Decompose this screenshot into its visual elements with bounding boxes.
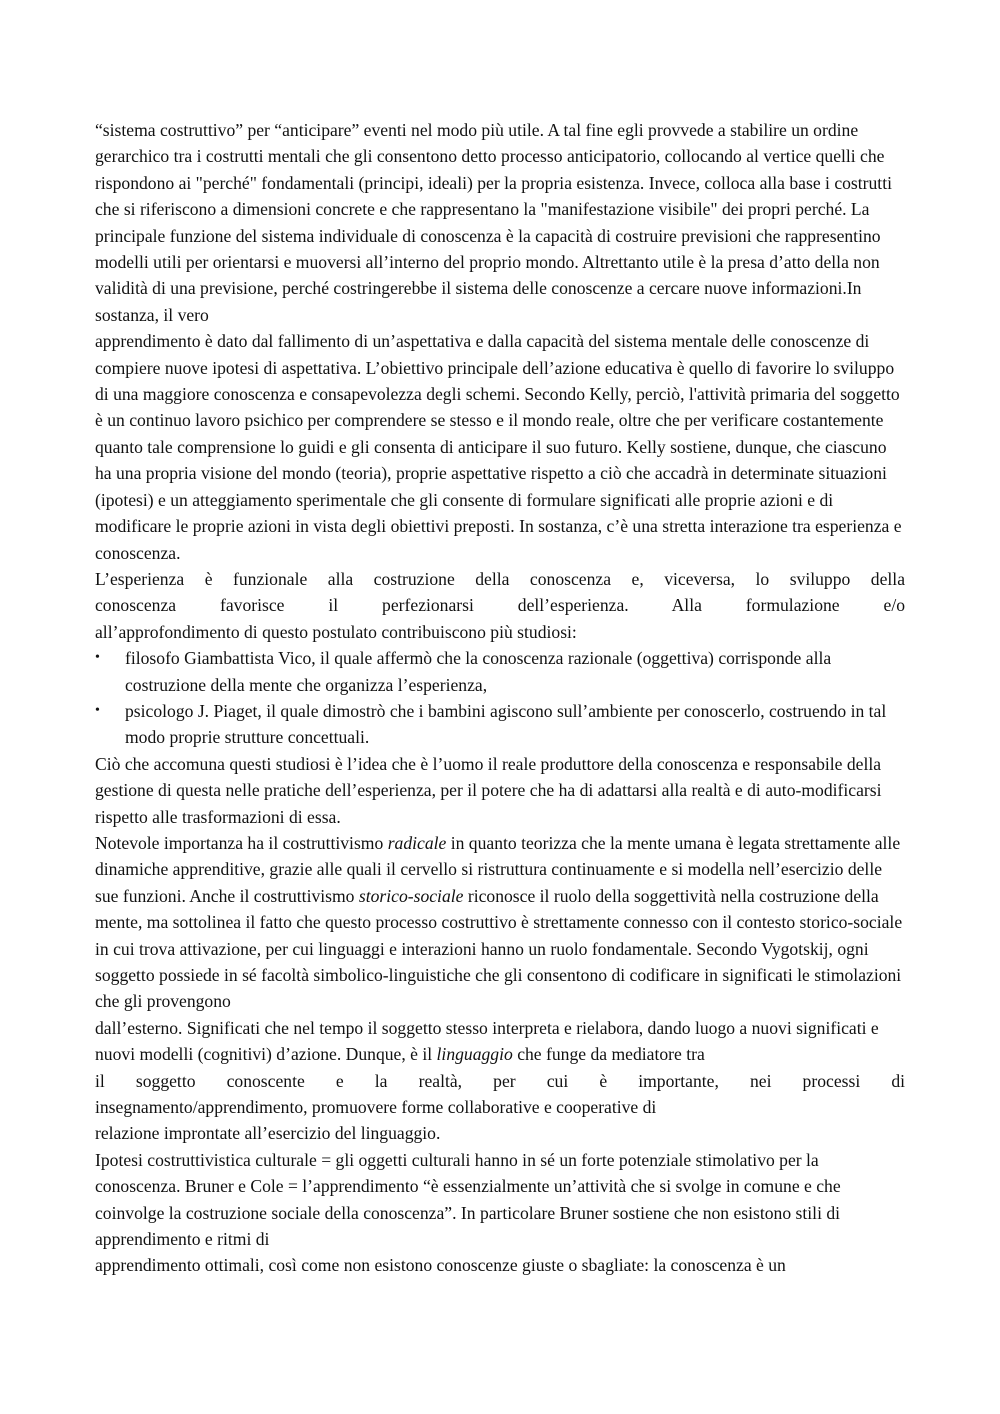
text-line: conoscenza favorisce il perfezionarsi dell’esperienza. Alla formulazione e/o xyxy=(95,595,905,616)
text-line xyxy=(95,1015,905,1068)
text-run: in quanto teorizza che la mente umana è legata strettamente alle dinamiche apprenditive, grazie alle quali il cervello si ristruttura continuamente e si modella nell’esercizio delle sue funzioni. Anche il costruttivismo xyxy=(95,832,901,906)
text-run: dall’esterno. Significati che nel tempo il soggetto stesso interpreta e rielabora, dando luogo a nuovi significati e nuovi modelli (cognitivi) d’azione. Dunque, è il xyxy=(95,1017,879,1065)
text-run: che funge da mediatore tra xyxy=(512,1044,705,1065)
paragraph-bruner: apprendimento ottimali, così come non esistono conoscenze giuste o sbagliate: la conoscenza è un xyxy=(95,1255,786,1276)
paragraph-cultural-hypothesis: Ipotesi costruttivistica culturale = gli oggetti culturali hanno in sé un forte potenziale stimolativo per la conoscenza. Bruner e Cole = l’apprendimento “è essenzialmente un’attività che si svolge in comune e che coinvolge la costruzione sociale della conoscenza”. In particolare Bruner sostiene che non esistono stili di apprendimento e ritmi di xyxy=(95,1149,841,1250)
emphasis-storico-sociale: storico-sociale xyxy=(358,885,464,906)
text-line: all’approfondimento di questo postulato contribuiscono più studiosi: xyxy=(95,621,577,642)
text-line: insegnamento/apprendimento, promuovere forme collaborative e cooperative di xyxy=(95,1097,657,1118)
list-item-text: filosofo Giambattista Vico, il quale affermò che la conoscenza razionale (oggettiva) corrisponde alla costruzione della mente che organizza l’esperienza, xyxy=(125,648,832,695)
text-run: riconosce il ruolo della soggettività nella costruzione della mente, ma sottolinea il fatto che questo processo costruttivo è strettamente connesso con il contesto storico-sociale in cui trova attivazione, per cui linguaggi e interazioni hanno un ruolo fondamentale. Secondo Vygotskij, ogni soggetto possiede in sé facoltà simbolico-linguistiche che gli consentono di codificare in significati le stimolazioni che gli provengono xyxy=(95,885,903,1012)
text-line: il soggetto conoscente e la realtà, per cui è importante, nei processi di xyxy=(95,1070,905,1091)
text-run: Notevole importanza ha il costruttivismo xyxy=(95,832,388,853)
list-item-text: psicologo J. Piaget, il quale dimostrò che i bambini agiscono sull’ambiente per conoscerlo, costruendo in tal modo proprie strutture concettuali. xyxy=(125,700,887,748)
emphasis-linguaggio: linguaggio xyxy=(436,1044,513,1065)
list-item xyxy=(95,698,905,751)
scholars-list xyxy=(95,645,905,751)
paragraph-common-idea: Ciò che accomuna questi studiosi è l’idea che è l’uomo il reale produttore della conoscenza e responsabile della gestione di questa nelle pratiche dell’esperienza, per il potere che ha di adattarsi alla realtà e di auto-modificarsi rispetto alle trasformazioni di essa. xyxy=(95,753,882,827)
paragraph-experience-knowledge xyxy=(95,566,905,645)
page-body xyxy=(95,117,905,1279)
emphasis-radicale: radicale xyxy=(387,832,447,853)
list-item xyxy=(95,645,905,698)
paragraph-relation: relazione improntate all’esercizio del linguaggio. xyxy=(95,1123,441,1144)
paragraph-constructivism xyxy=(95,830,905,1015)
paragraph-language-mediator xyxy=(95,1015,905,1121)
text-line: L’esperienza è funzionale alla costruzione della conoscenza e, viceversa, lo sviluppo della xyxy=(95,568,905,589)
paragraph-kelly-system: “sistema costruttivo” per “anticipare” eventi nel modo più utile. A tal fine egli provvede a stabilire un ordine gerarchico tra i costrutti mentali che gli consentono detto processo anticipatorio, collocando al vertice quelli che rispondono ai "perché" fondamentali (principi, ideali) per la propria esistenza. Invece, colloca alla base i costrutti che si riferiscono a dimensioni concrete e che rappresentano la "manifestazione visibile" dei propri perché. La principale funzione del sistema individuale di conoscenza è la capacità di costruire previsioni che rappresentino modelli utili per orientarsi e muoversi all’interno del proprio mondo. Altrettanto utile è la presa d’atto della non validità di una previsione, perché costringerebbe il sistema delle conoscenze a cercare nuove informazioni.In sostanza, il vero xyxy=(95,120,892,325)
paragraph-kelly-learning: apprendimento è dato dal fallimento di un’aspettativa e dalla capacità del sistema mentale delle conoscenze di compiere nuove ipotesi di aspettativa. L’obiettivo principale dell’azione educativa è quello di favorire lo sviluppo di una maggiore conoscenza e consapevolezza degli schemi. Secondo Kelly, perciò, l'attività primaria del soggetto è un continuo lavoro psichico per comprendere se stesso e il mondo reale, oltre che per verificare costantemente quanto tale comprensione lo guidi e gli consenta di anticipare il suo futuro. Kelly sostiene, dunque, che ciascuno ha una propria visione del mondo (teoria), proprie aspettative rispetto a ciò che accadrà in determinate situazioni (ipotesi) e un atteggiamento sperimentale che gli consente di formulare significati alle proprie azioni e di modificare le proprie azioni in vista degli obiettivi preposti. In sostanza, c’è una stretta interazione tra esperienza e conoscenza. xyxy=(95,331,902,563)
